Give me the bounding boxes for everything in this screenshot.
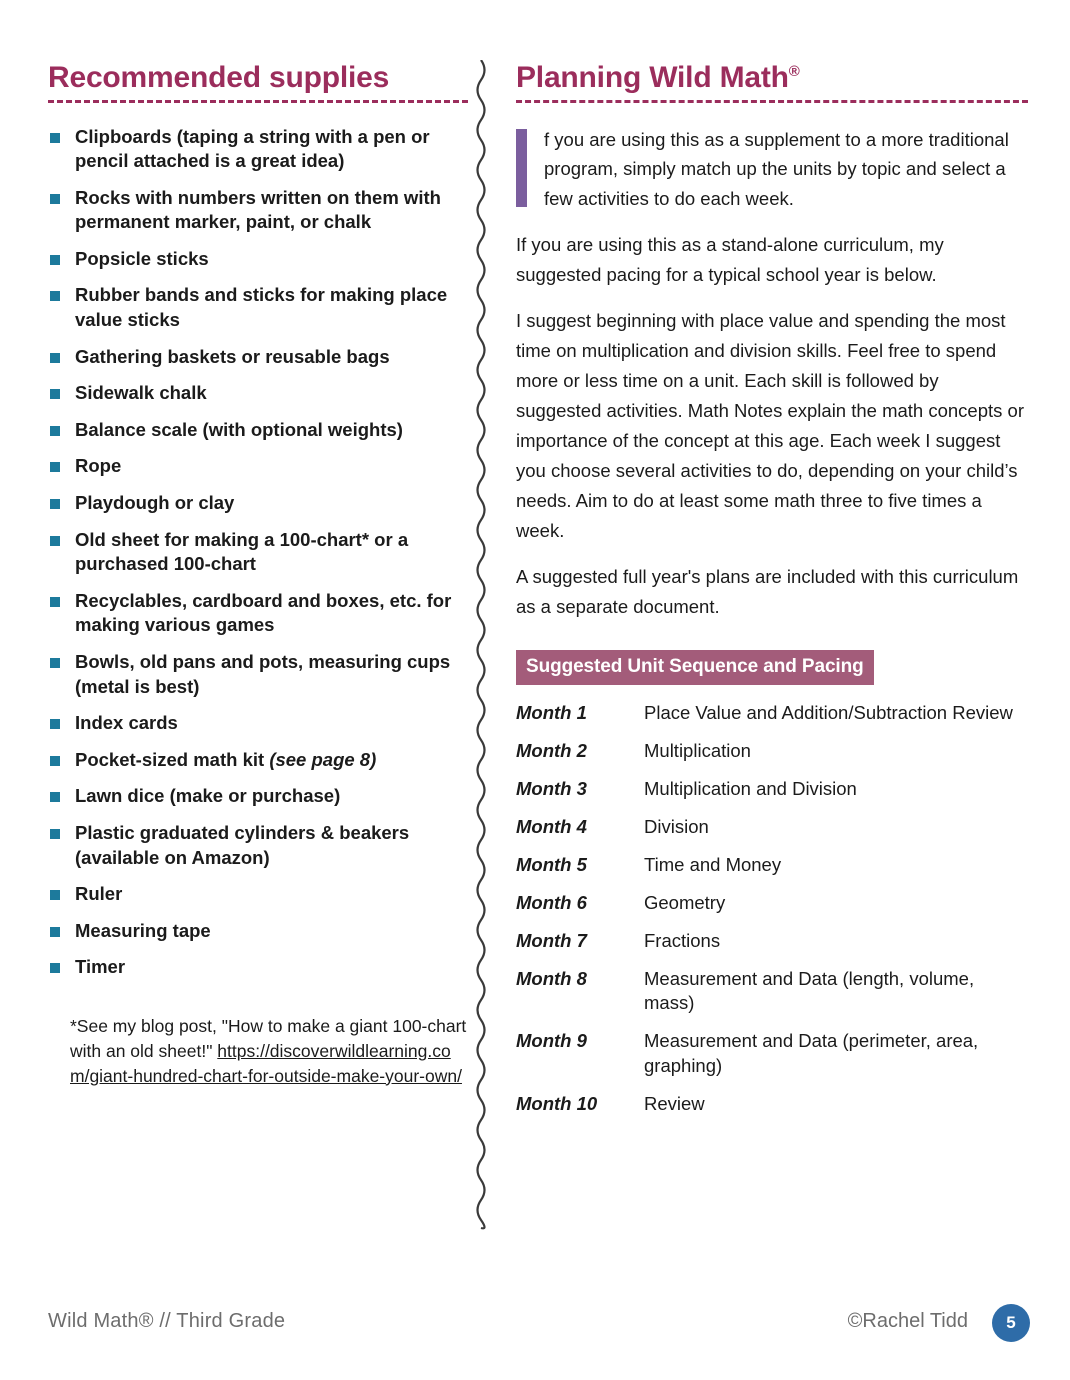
supply-item-label: Playdough or clay xyxy=(75,492,235,514)
list-item xyxy=(48,345,468,370)
list-item xyxy=(48,711,468,736)
month-topic: Division xyxy=(644,816,709,838)
body-paragraph-1: If you are using this as a stand-alone curriculum, my suggested pacing for a typical school year is below. xyxy=(516,234,944,286)
suggested-unit-sequence-banner: Suggested Unit Sequence and Pacing xyxy=(516,650,874,685)
list-item xyxy=(48,186,468,235)
list-item xyxy=(48,125,468,174)
list-item xyxy=(48,650,468,699)
list-item xyxy=(48,454,468,479)
supply-item-label: Rope xyxy=(75,455,122,477)
month-label: Month 8 xyxy=(516,968,587,990)
recommended-supplies-column xyxy=(48,62,468,1088)
month-topic: Multiplication xyxy=(644,740,751,762)
month-label: Month 6 xyxy=(516,892,587,914)
table-row xyxy=(516,891,1028,929)
table-row xyxy=(516,777,1028,815)
supply-item-label: Bowls, old pans and pots, measuring cups (metal is best) xyxy=(75,651,451,697)
list-item xyxy=(48,491,468,516)
heading-dashed-rule-right xyxy=(516,100,1028,103)
supply-item-label: Plastic graduated cylinders & beakers (available on Amazon) xyxy=(75,821,410,868)
month-topic: Measurement and Data (length, volume, mass) xyxy=(644,968,975,1014)
table-row xyxy=(516,1029,1028,1091)
list-item xyxy=(48,748,468,773)
page-title-planning-wild-math xyxy=(516,62,1028,94)
list-item xyxy=(48,418,468,443)
planning-wild-math-column xyxy=(516,62,1028,1130)
list-item xyxy=(48,589,468,638)
supply-item-label: Timer xyxy=(75,956,126,978)
list-item xyxy=(48,283,468,332)
supply-item-label: Lawn dice (make or purchase) xyxy=(75,785,341,807)
table-row xyxy=(516,853,1028,891)
square-bullet-icon xyxy=(50,927,60,937)
square-bullet-icon xyxy=(50,756,60,766)
month-topic: Place Value and Addition/Subtraction Review xyxy=(644,702,1013,724)
supply-item-label: Clipboards (taping a string with a pen or pencil attached is a great idea) xyxy=(75,125,430,172)
supply-item-note: (see page 8) xyxy=(269,748,377,770)
supply-item-label: Sidewalk chalk xyxy=(75,382,207,404)
month-label: Month 10 xyxy=(516,1092,598,1114)
square-bullet-icon xyxy=(50,499,60,509)
supply-item-label: Old sheet for making a 100-chart* or a purchased 100-chart xyxy=(75,528,409,575)
square-bullet-icon xyxy=(50,829,60,839)
list-item xyxy=(48,528,468,577)
month-topic: Time and Money xyxy=(644,854,782,876)
month-topic: Fractions xyxy=(644,930,721,952)
blog-post-link[interactable]: https://discoverwildlearning.com/giant-hundred-chart-for-outside-make-your-own/ xyxy=(70,1040,462,1086)
registered-trademark-icon: ® xyxy=(788,63,800,80)
month-topic: Review xyxy=(644,1092,705,1114)
table-row xyxy=(516,929,1028,967)
square-bullet-icon xyxy=(50,133,60,143)
supply-item-label: Popsicle sticks xyxy=(75,247,209,269)
page-footer xyxy=(48,1304,1030,1344)
month-label: Month 9 xyxy=(516,1030,587,1052)
footer-copyright: ©Rachel Tidd xyxy=(847,1310,968,1332)
square-bullet-icon xyxy=(50,890,60,900)
square-bullet-icon xyxy=(50,719,60,729)
square-bullet-icon xyxy=(50,291,60,301)
square-bullet-icon xyxy=(50,963,60,973)
heading-dashed-rule-left xyxy=(48,100,468,103)
supply-item-label: Rocks with numbers written on them with permanent marker, paint, or chalk xyxy=(75,186,441,233)
month-label: Month 7 xyxy=(516,930,587,952)
month-label: Month 4 xyxy=(516,816,587,838)
list-item xyxy=(48,919,468,944)
square-bullet-icon xyxy=(50,597,60,607)
month-topic: Geometry xyxy=(644,892,726,914)
planning-heading-text: Planning Wild Math xyxy=(516,61,789,94)
supply-item-label: Ruler xyxy=(75,883,123,905)
list-item xyxy=(48,247,468,272)
list-item xyxy=(48,784,468,809)
table-row xyxy=(516,739,1028,777)
square-bullet-icon xyxy=(50,658,60,668)
intro-paragraph-with-dropcap xyxy=(516,125,1028,215)
supply-item-label: Rubber bands and sticks for making place value sticks xyxy=(75,284,448,331)
unit-sequence-table xyxy=(516,701,1028,1130)
month-topic: Measurement and Data (perimeter, area, graphing) xyxy=(644,1030,979,1076)
square-bullet-icon xyxy=(50,389,60,399)
list-item xyxy=(48,821,468,870)
page-title-recommended-supplies: Recommended supplies xyxy=(48,61,390,94)
supply-item-label: Gathering baskets or reusable bags xyxy=(75,345,390,367)
supply-item-label: Balance scale (with optional weights) xyxy=(75,418,403,440)
footer-book-title: Wild Math® // Third Grade xyxy=(48,1310,286,1332)
page-number-badge: 5 xyxy=(992,1304,1030,1342)
list-item xyxy=(48,381,468,406)
month-label: Month 1 xyxy=(516,702,587,724)
supply-item-label: Pocket-sized math kit xyxy=(75,748,270,770)
footnote-text: *See my blog post, "How to make a giant 100-chart with an old sheet!" xyxy=(70,1015,467,1061)
intro-paragraph-text: f you are using this as a supplement to a more traditional program, simply match up the units by topic and select a few activities to do each week. xyxy=(544,128,1009,210)
wavy-column-divider xyxy=(470,60,492,1268)
month-label: Month 2 xyxy=(516,740,587,762)
dropcap-letter-i xyxy=(516,129,527,207)
square-bullet-icon xyxy=(50,255,60,265)
square-bullet-icon xyxy=(50,792,60,802)
supply-item-label: Recyclables, cardboard and boxes, etc. for making various games xyxy=(75,589,452,636)
body-paragraph-2: I suggest beginning with place value and spending the most time on multiplication and division skills. Feel free to spend more or less time on a unit. Each skill is followed by suggested activities. Math Notes explain the math concepts or importance of the concept at this age. Each week I suggest you choose several activities to do, depending on your child’s needs. Aim to do at least some math three to five times a week. xyxy=(516,310,1024,542)
month-label: Month 5 xyxy=(516,854,587,876)
month-topic: Multiplication and Division xyxy=(644,778,857,800)
table-row xyxy=(516,1092,1028,1130)
month-label: Month 3 xyxy=(516,778,587,800)
supply-item-label: Index cards xyxy=(75,712,178,734)
table-row xyxy=(516,967,1028,1029)
list-item xyxy=(48,882,468,907)
table-row xyxy=(516,815,1028,853)
square-bullet-icon xyxy=(50,536,60,546)
square-bullet-icon xyxy=(50,462,60,472)
square-bullet-icon xyxy=(50,353,60,363)
square-bullet-icon xyxy=(50,426,60,436)
supplies-footnote xyxy=(48,1014,468,1089)
list-item xyxy=(48,955,468,980)
supplies-list xyxy=(48,125,468,980)
square-bullet-icon xyxy=(50,194,60,204)
table-row xyxy=(516,701,1028,739)
body-paragraph-3: A suggested full year's plans are included with this curriculum as a separate document. xyxy=(516,566,1019,618)
supply-item-label: Measuring tape xyxy=(75,919,211,941)
